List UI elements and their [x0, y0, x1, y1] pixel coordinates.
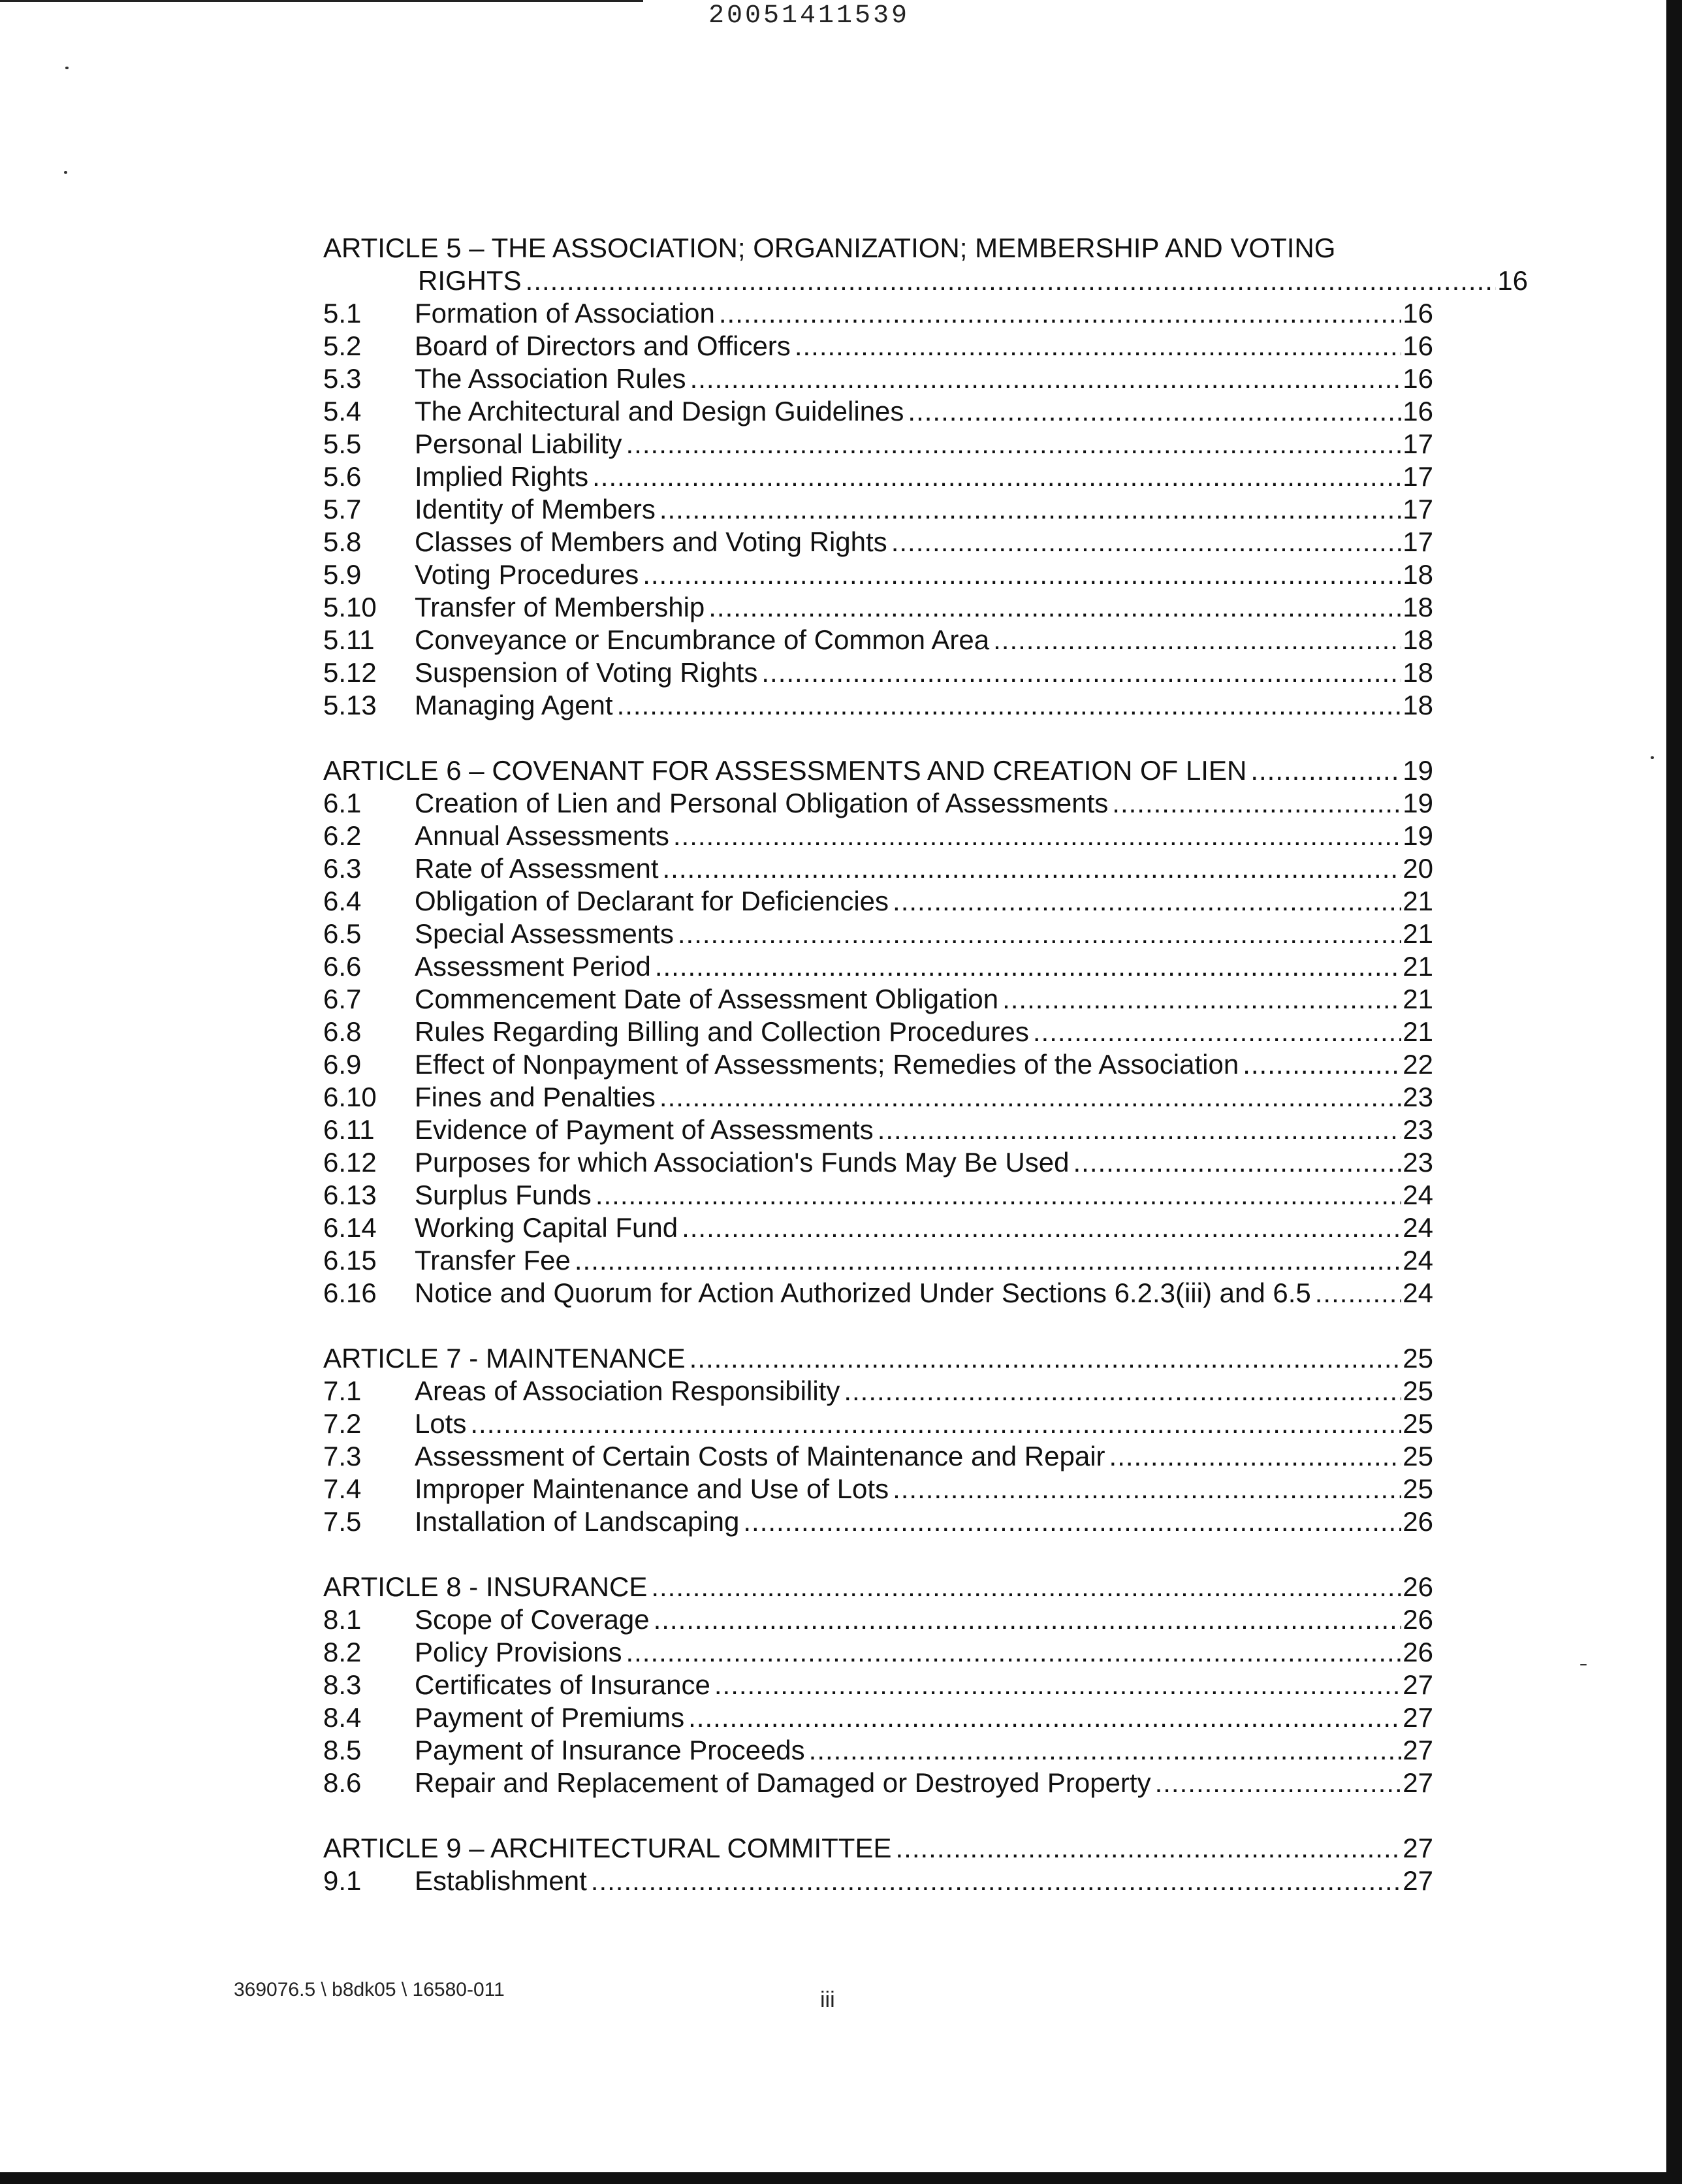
dot-leader	[690, 362, 1402, 395]
toc-entry	[320, 689, 1433, 722]
dot-leader	[893, 885, 1401, 918]
dot-leader	[895, 1832, 1401, 1865]
toc-entry	[320, 983, 1433, 1016]
toc-entry	[320, 1505, 1433, 1538]
section-number: 6.9	[323, 1049, 362, 1080]
section-title: Effect of Nonpayment of Assessments; Remedies of the Association	[415, 1049, 1239, 1080]
section-number: 7.1	[323, 1375, 362, 1406]
dot-leader	[659, 1081, 1401, 1114]
section-number: 8.4	[323, 1702, 362, 1733]
section-title: Implied Rights	[415, 461, 589, 492]
toc-entry	[320, 1375, 1433, 1407]
toc-entry	[320, 1701, 1433, 1734]
toc-entry	[320, 428, 1433, 460]
dot-leader	[655, 950, 1401, 983]
article-heading: ARTICLE 7 - MAINTENANCE	[323, 1343, 686, 1373]
dot-leader	[654, 1603, 1402, 1636]
dot-leader	[1002, 983, 1401, 1016]
section-title: Rules Regarding Billing and Collection Procedures	[415, 1016, 1029, 1047]
dot-leader	[1033, 1016, 1401, 1048]
page-number: 18	[1403, 690, 1433, 720]
dot-leader	[663, 852, 1402, 885]
section-title: Classes of Members and Voting Rights	[415, 526, 887, 557]
section-number: 9.1	[323, 1865, 362, 1896]
toc-entry	[320, 1048, 1433, 1081]
dot-leader	[714, 1669, 1401, 1701]
toc-entry	[320, 1473, 1433, 1505]
toc-entry	[320, 591, 1433, 624]
toc-entry	[320, 1865, 1433, 1897]
page-number: 21	[1403, 918, 1433, 949]
toc-entry	[320, 1244, 1433, 1277]
section-number: 8.2	[323, 1637, 362, 1667]
page-number: 17	[1403, 428, 1433, 459]
page-number: 21	[1403, 1016, 1433, 1047]
section-title: Personal Liability	[415, 428, 622, 459]
page-number: 25	[1403, 1473, 1433, 1504]
section-title: Payment of Insurance Proceeds	[415, 1735, 805, 1765]
dot-leader	[526, 265, 1497, 297]
section-number: 5.9	[323, 559, 362, 590]
section-title: Scope of Coverage	[415, 1604, 650, 1635]
toc-entry	[320, 852, 1433, 885]
page-number: 16	[1403, 330, 1433, 361]
toc-entry	[320, 526, 1433, 558]
section-title: Assessment Period	[415, 951, 651, 982]
section-title: Transfer of Membership	[415, 592, 705, 622]
section-number: 8.3	[323, 1669, 362, 1700]
toc-entry	[320, 1146, 1433, 1179]
section-number: 7.2	[323, 1408, 362, 1439]
section-number: 8.1	[323, 1604, 362, 1635]
page-number: 17	[1403, 526, 1433, 557]
section-title: Conveyance or Encumbrance of Common Area	[415, 624, 990, 655]
page-number: 27	[1403, 1833, 1433, 1863]
dot-leader	[617, 689, 1402, 722]
toc-entry	[320, 918, 1433, 950]
dot-leader	[688, 1701, 1401, 1734]
section-number: 6.5	[323, 918, 362, 949]
page-number: 16	[1403, 363, 1433, 394]
section-title: Working Capital Fund	[415, 1212, 678, 1243]
toc-entry	[320, 624, 1433, 656]
scan-speck	[1651, 756, 1654, 759]
section-title: Rate of Assessment	[415, 853, 659, 884]
dot-leader	[592, 460, 1401, 493]
toc-entry	[320, 1636, 1433, 1669]
section-title: Repair and Replacement of Damaged or Destroyed Property	[415, 1767, 1151, 1798]
page-number: 16	[1403, 396, 1433, 426]
page-number: 27	[1403, 1735, 1433, 1765]
page-number: 23	[1403, 1114, 1433, 1145]
page-number: 23	[1403, 1147, 1433, 1178]
section-number: 6.16	[323, 1277, 377, 1308]
page-number: 27	[1403, 1865, 1433, 1896]
page-number: 17	[1403, 461, 1433, 492]
section-number: 6.13	[323, 1180, 377, 1210]
toc-entry	[320, 656, 1433, 689]
dot-leader	[673, 820, 1401, 852]
scan-speck	[1580, 1664, 1587, 1665]
article-heading: ARTICLE 8 - INSURANCE	[323, 1571, 648, 1602]
page-folio: iii	[820, 1987, 835, 2012]
toc-entry	[320, 1603, 1433, 1636]
page-number: 19	[1403, 788, 1433, 818]
section-title: Commencement Date of Assessment Obligation	[415, 984, 999, 1014]
section-title: Transfer Fee	[415, 1245, 571, 1276]
scan-right-border	[1666, 0, 1682, 2184]
section-number: 7.5	[323, 1506, 362, 1537]
section-title: Identity of Members	[415, 494, 656, 524]
dot-leader	[1109, 1440, 1402, 1473]
dot-leader	[575, 1244, 1401, 1277]
page-number: 23	[1403, 1082, 1433, 1112]
section-title: Establishment	[415, 1865, 587, 1896]
page-number: 27	[1403, 1669, 1433, 1700]
section-number: 6.3	[323, 853, 362, 884]
toc-entry	[320, 1081, 1433, 1114]
page-number: 20	[1403, 853, 1433, 884]
section-title: Creation of Lien and Personal Obligation of Assessments	[415, 788, 1109, 818]
page-number: 24	[1403, 1180, 1433, 1210]
dot-leader	[795, 330, 1401, 362]
dot-leader	[893, 1473, 1401, 1505]
toc-article-6-heading	[320, 754, 1433, 787]
dot-leader	[743, 1505, 1401, 1538]
section-number: 5.2	[323, 330, 362, 361]
section-number: 8.5	[323, 1735, 362, 1765]
section-title: Lots	[415, 1408, 467, 1439]
dot-leader	[595, 1179, 1401, 1212]
page-number: 19	[1403, 755, 1433, 786]
toc-entry	[320, 787, 1433, 820]
section-number: 6.7	[323, 984, 362, 1014]
section-title: The Association Rules	[415, 363, 686, 394]
toc-entry	[320, 1179, 1433, 1212]
toc-entry	[320, 950, 1433, 983]
scan-top-rule	[0, 0, 643, 2]
section-number: 6.14	[323, 1212, 377, 1243]
section-title: Policy Provisions	[415, 1637, 622, 1667]
page-number: 24	[1403, 1245, 1433, 1276]
section-number: 7.3	[323, 1441, 362, 1471]
dot-leader	[1250, 754, 1401, 787]
section-number: 5.6	[323, 461, 362, 492]
page-number: 27	[1403, 1767, 1433, 1798]
toc-entry	[320, 558, 1433, 591]
section-number: 6.1	[323, 788, 362, 818]
section-number: 6.4	[323, 886, 362, 916]
section-number: 5.11	[323, 624, 375, 655]
section-number: 5.8	[323, 526, 362, 557]
dot-leader	[1112, 787, 1401, 820]
toc-entry	[320, 1212, 1433, 1244]
toc-entry	[320, 1277, 1433, 1309]
page-number: 26	[1403, 1506, 1433, 1537]
section-number: 7.4	[323, 1473, 362, 1504]
toc-entry	[320, 1669, 1433, 1701]
scan-bottom-border	[0, 2172, 1682, 2184]
section-number: 6.15	[323, 1245, 377, 1276]
toc-entry	[320, 493, 1433, 526]
dot-leader	[678, 918, 1401, 950]
section-title: The Architectural and Design Guidelines	[415, 396, 904, 426]
section-title: Obligation of Declarant for Deficiencies	[415, 886, 889, 916]
page-number: 25	[1403, 1408, 1433, 1439]
page-number: 18	[1403, 657, 1433, 688]
section-number: 6.2	[323, 820, 362, 851]
section-number: 5.12	[323, 657, 377, 688]
section-title: Purposes for which Association's Funds May Be Used	[415, 1147, 1070, 1178]
section-number: 6.10	[323, 1082, 377, 1112]
section-number: 6.6	[323, 951, 362, 982]
dot-leader	[891, 526, 1402, 558]
dot-leader	[809, 1734, 1402, 1767]
section-title: Evidence of Payment of Assessments	[415, 1114, 874, 1145]
dot-leader	[626, 428, 1402, 460]
page-number: 18	[1403, 624, 1433, 655]
dot-leader	[1243, 1048, 1401, 1081]
section-title: Areas of Association Responsibility	[415, 1375, 840, 1406]
section-title: Voting Procedures	[415, 559, 639, 590]
dot-leader	[761, 656, 1401, 689]
dot-leader	[708, 591, 1401, 624]
section-number: 6.11	[323, 1114, 375, 1145]
section-title: Installation of Landscaping	[415, 1506, 740, 1537]
section-title: Surplus Funds	[415, 1180, 592, 1210]
section-number: 5.10	[323, 592, 377, 622]
section-gap	[320, 1309, 1433, 1342]
dot-leader	[993, 624, 1401, 656]
toc-entry	[320, 297, 1433, 330]
page-number: 18	[1403, 559, 1433, 590]
section-number: 5.5	[323, 428, 362, 459]
scan-speck	[64, 171, 67, 174]
page-number: 21	[1403, 984, 1433, 1014]
page-number: 26	[1403, 1637, 1433, 1667]
page-number: 19	[1403, 820, 1433, 851]
toc-entry	[320, 395, 1433, 428]
section-title: Formation of Association	[415, 298, 715, 329]
toc-article-5-heading	[320, 232, 1433, 265]
toc-article-9-heading	[320, 1832, 1433, 1865]
section-title: Suspension of Voting Rights	[415, 657, 758, 688]
section-title: Board of Directors and Officers	[415, 330, 791, 361]
section-number: 5.7	[323, 494, 362, 524]
dot-leader	[643, 558, 1401, 591]
page-number: 25	[1403, 1441, 1433, 1471]
page-number: 24	[1403, 1212, 1433, 1243]
dot-leader	[908, 395, 1401, 428]
section-number: 5.3	[323, 363, 362, 394]
toc-entry	[320, 1734, 1433, 1767]
toc-entry	[320, 330, 1433, 362]
article-heading: ARTICLE 5 – THE ASSOCIATION; ORGANIZATION; MEMBERSHIP AND VOTING	[323, 233, 1336, 263]
dot-leader	[1155, 1767, 1402, 1799]
section-gap	[320, 722, 1433, 754]
document-reference: 369076.5 \ b8dk05 \ 16580-011	[234, 1979, 505, 2000]
section-title: Managing Agent	[415, 690, 613, 720]
page-number: 26	[1403, 1604, 1433, 1635]
dot-leader	[470, 1407, 1401, 1440]
article-heading: ARTICLE 9 – ARCHITECTURAL COMMITTEE	[323, 1833, 892, 1863]
toc-article-7-heading	[320, 1342, 1433, 1375]
section-number: 5.4	[323, 396, 362, 426]
section-title: Improper Maintenance and Use of Lots	[415, 1473, 889, 1504]
section-gap	[320, 1538, 1433, 1571]
section-title: Fines and Penalties	[415, 1082, 656, 1112]
page-number: 25	[1403, 1375, 1433, 1406]
dot-leader	[1073, 1146, 1401, 1179]
toc-entry	[320, 1016, 1433, 1048]
section-number: 6.8	[323, 1016, 362, 1047]
section-title: Payment of Premiums	[415, 1702, 685, 1733]
toc-entry	[320, 460, 1433, 493]
toc-entry	[320, 885, 1433, 918]
section-title: Assessment of Certain Costs of Maintenance and Repair	[415, 1441, 1105, 1471]
scan-speck	[65, 67, 69, 69]
page-number: 18	[1403, 592, 1433, 622]
section-number: 8.6	[323, 1767, 362, 1798]
toc-entry	[320, 1440, 1433, 1473]
page-number: 22	[1403, 1049, 1433, 1080]
toc-entry	[320, 1767, 1433, 1799]
dot-leader	[659, 493, 1401, 526]
dot-leader	[690, 1342, 1402, 1375]
page-number: 21	[1403, 951, 1433, 982]
section-number: 5.13	[323, 690, 377, 720]
page-number: 17	[1403, 494, 1433, 524]
section-title: Notice and Quorum for Action Authorized Under Sections 6.2.3(iii) and 6.5	[415, 1277, 1311, 1308]
toc-entry	[320, 820, 1433, 852]
section-number: 6.12	[323, 1147, 377, 1178]
section-title: Certificates of Insurance	[415, 1669, 710, 1700]
toc-entry	[320, 362, 1433, 395]
dot-leader	[1315, 1277, 1402, 1309]
dot-leader	[844, 1375, 1401, 1407]
toc-entry	[320, 1114, 1433, 1146]
article-heading: RIGHTS	[418, 265, 522, 296]
toc-entry	[320, 1407, 1433, 1440]
section-title: Special Assessments	[415, 918, 674, 949]
page-number: 21	[1403, 886, 1433, 916]
page-number: 16	[1497, 265, 1528, 296]
table-of-contents	[320, 232, 1528, 1897]
page-number: 24	[1403, 1277, 1433, 1308]
page-number: 27	[1403, 1702, 1433, 1733]
page-number: 25	[1403, 1343, 1433, 1373]
section-gap	[320, 1799, 1433, 1832]
page-number: 16	[1403, 298, 1433, 329]
dot-leader	[719, 297, 1401, 330]
dot-leader	[651, 1571, 1401, 1603]
section-number: 5.1	[323, 298, 362, 329]
dot-leader	[626, 1636, 1401, 1669]
dot-leader	[878, 1114, 1402, 1146]
fax-header-id: 20051411539	[708, 1, 910, 31]
section-title: Annual Assessments	[415, 820, 669, 851]
dot-leader	[591, 1865, 1401, 1897]
dot-leader	[682, 1212, 1401, 1244]
toc-article-5-heading-cont	[320, 265, 1528, 297]
article-heading: ARTICLE 6 – COVENANT FOR ASSESSMENTS AND CREATION OF LIEN	[323, 755, 1247, 786]
page-number: 26	[1403, 1571, 1433, 1602]
toc-article-8-heading	[320, 1571, 1433, 1603]
